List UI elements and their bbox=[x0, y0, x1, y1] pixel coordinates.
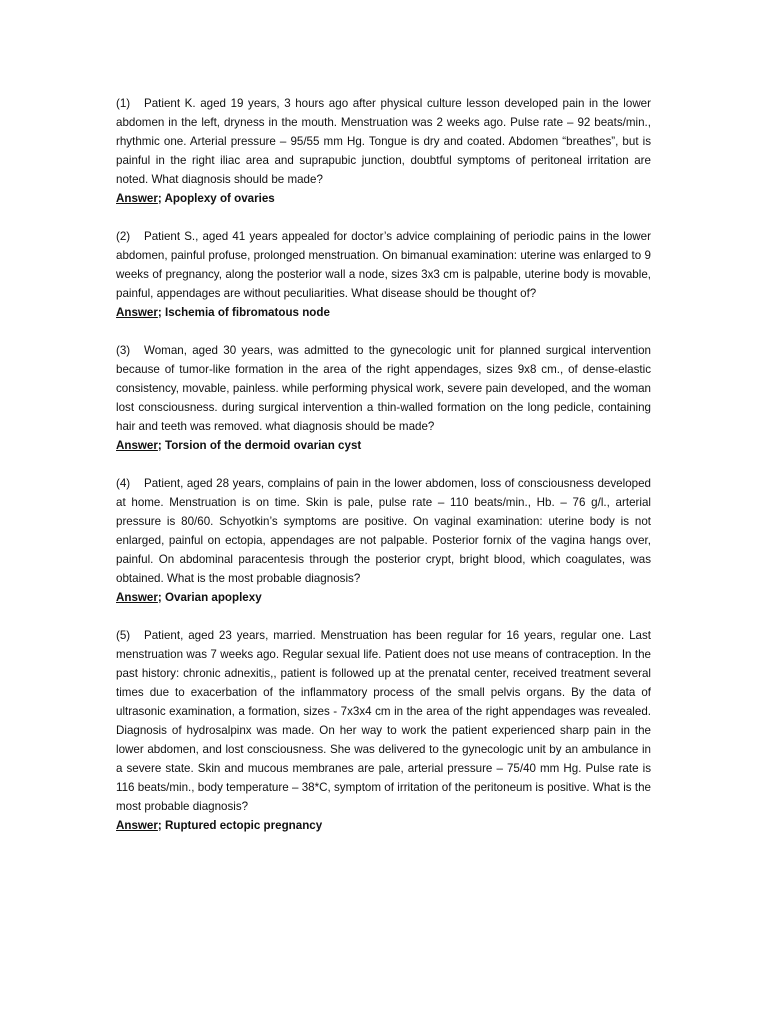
answer-label: Answer bbox=[116, 192, 158, 205]
case-question-text: Patient, aged 23 years, married. Menstruation has been regular for 16 years, regular one. Last menstruation was 7 weeks ago. Regular sexual life. Patient does not use means of contraception. In the past history: chronic adnexitis,, patient is followed up at the prenatal center, received treatment several times due to exacerbation of the inflammatory process of the small pelvis organs. By the data of ultrasonic examination, a formation, sizes - 7x3x4 cm in the area of the right appendages was revealed. Diagnosis of hydrosalpinx was made. On her way to work the patient experienced sharp pain in the lower abdomen, and lost consciousness. She was delivered to the gynecologic unit by an ambulance in a severe state. Skin and mucous membranes are pale, arterial pressure – 75/40 mm Hg. Pulse rate is 116 beats/min., body temperature – 38*C, symptom of irritation of the peritoneum is positive. What is the most probable diagnosis? bbox=[116, 629, 651, 813]
answer-text: Ischemia of fibromatous node bbox=[164, 306, 330, 319]
answer-label: Answer bbox=[116, 591, 158, 604]
answer-label: Answer bbox=[116, 306, 158, 319]
case-question bbox=[116, 94, 651, 189]
case-number: (5) bbox=[116, 629, 131, 642]
case-question bbox=[116, 341, 651, 436]
case-number: (4) bbox=[116, 477, 131, 490]
case-answer bbox=[116, 436, 651, 455]
case-question-text: Patient, aged 28 years, complains of pain in the lower abdomen, loss of consciousness developed at home. Menstruation is on time. Skin is pale, pulse rate – 110 beats/min., Hb. – 76 g/l., arterial pressure is 80/60. Schyotkin’s symptoms are positive. On vaginal examination: uterine body is not enlarged, painful on ectopia, appendages are not palpable. Posterior fornix of the vagina hangs over, painful. On abdominal paracentesis through the posterior crypt, bright blood, which coagulates, was obtained. What is the most probable diagnosis? bbox=[116, 477, 651, 585]
answer-text: Ruptured ectopic pregnancy bbox=[164, 819, 323, 832]
case-answer bbox=[116, 588, 651, 607]
case-2 bbox=[116, 227, 651, 322]
answer-label: Answer bbox=[116, 819, 158, 832]
case-question bbox=[116, 227, 651, 303]
case-number: (1) bbox=[116, 97, 131, 110]
case-4 bbox=[116, 474, 651, 607]
case-number: (2) bbox=[116, 230, 131, 243]
document-page bbox=[116, 94, 651, 854]
case-1 bbox=[116, 94, 651, 208]
case-answer bbox=[116, 303, 651, 322]
case-number: (3) bbox=[116, 344, 131, 357]
case-answer bbox=[116, 189, 651, 208]
case-5 bbox=[116, 626, 651, 835]
case-3 bbox=[116, 341, 651, 455]
answer-text: Torsion of the dermoid ovarian cyst bbox=[164, 439, 362, 452]
answer-text: Apoplexy of ovaries bbox=[164, 192, 275, 205]
case-question-text: Patient K. aged 19 years, 3 hours ago after physical culture lesson developed pain in the lower abdomen in the left, dryness in the mouth. Menstruation was 2 weeks ago. Pulse rate – 92 beats/min., rhythmic one. Arterial pressure – 95/55 mm Hg. Tongue is dry and coated. Abdomen “breathes”, but is painful in the right iliac area and suprapubic junction, doubtful symptoms of peritoneal irritation are noted. What diagnosis should be made? bbox=[116, 97, 651, 186]
case-question bbox=[116, 474, 651, 588]
answer-separator: ; bbox=[157, 192, 165, 205]
case-question-text: Woman, aged 30 years, was admitted to the gynecologic unit for planned surgical intervention because of tumor-like formation in the area of the right appendages, sizes 9x8 cm., of dense-elastic consistency, movable, painless. while performing physical work, severe pain developed, and the woman lost consciousness. during surgical intervention a thin-walled formation on the long pedicle, containing hair and teeth was removed. what diagnosis should be made? bbox=[116, 344, 651, 433]
answer-label: Answer bbox=[116, 439, 158, 452]
case-answer bbox=[116, 816, 651, 835]
answer-separator: ; bbox=[157, 306, 165, 319]
answer-separator: ; bbox=[157, 439, 165, 452]
case-question-text: Patient S., aged 41 years appealed for doctor’s advice complaining of periodic pains in the lower abdomen, painful profuse, prolonged menstruation. On bimanual examination: uterine was enlarged to 9 weeks of pregnancy, along the posterior wall a node, sizes 3x3 cm is palpable, uterine body is movable, painful, appendages are without peculiarities. What disease should be thought of? bbox=[116, 230, 651, 300]
answer-text: Ovarian apoplexy bbox=[164, 591, 262, 604]
answer-separator: ; bbox=[157, 819, 165, 832]
answer-separator: ; bbox=[157, 591, 165, 604]
case-question bbox=[116, 626, 651, 816]
